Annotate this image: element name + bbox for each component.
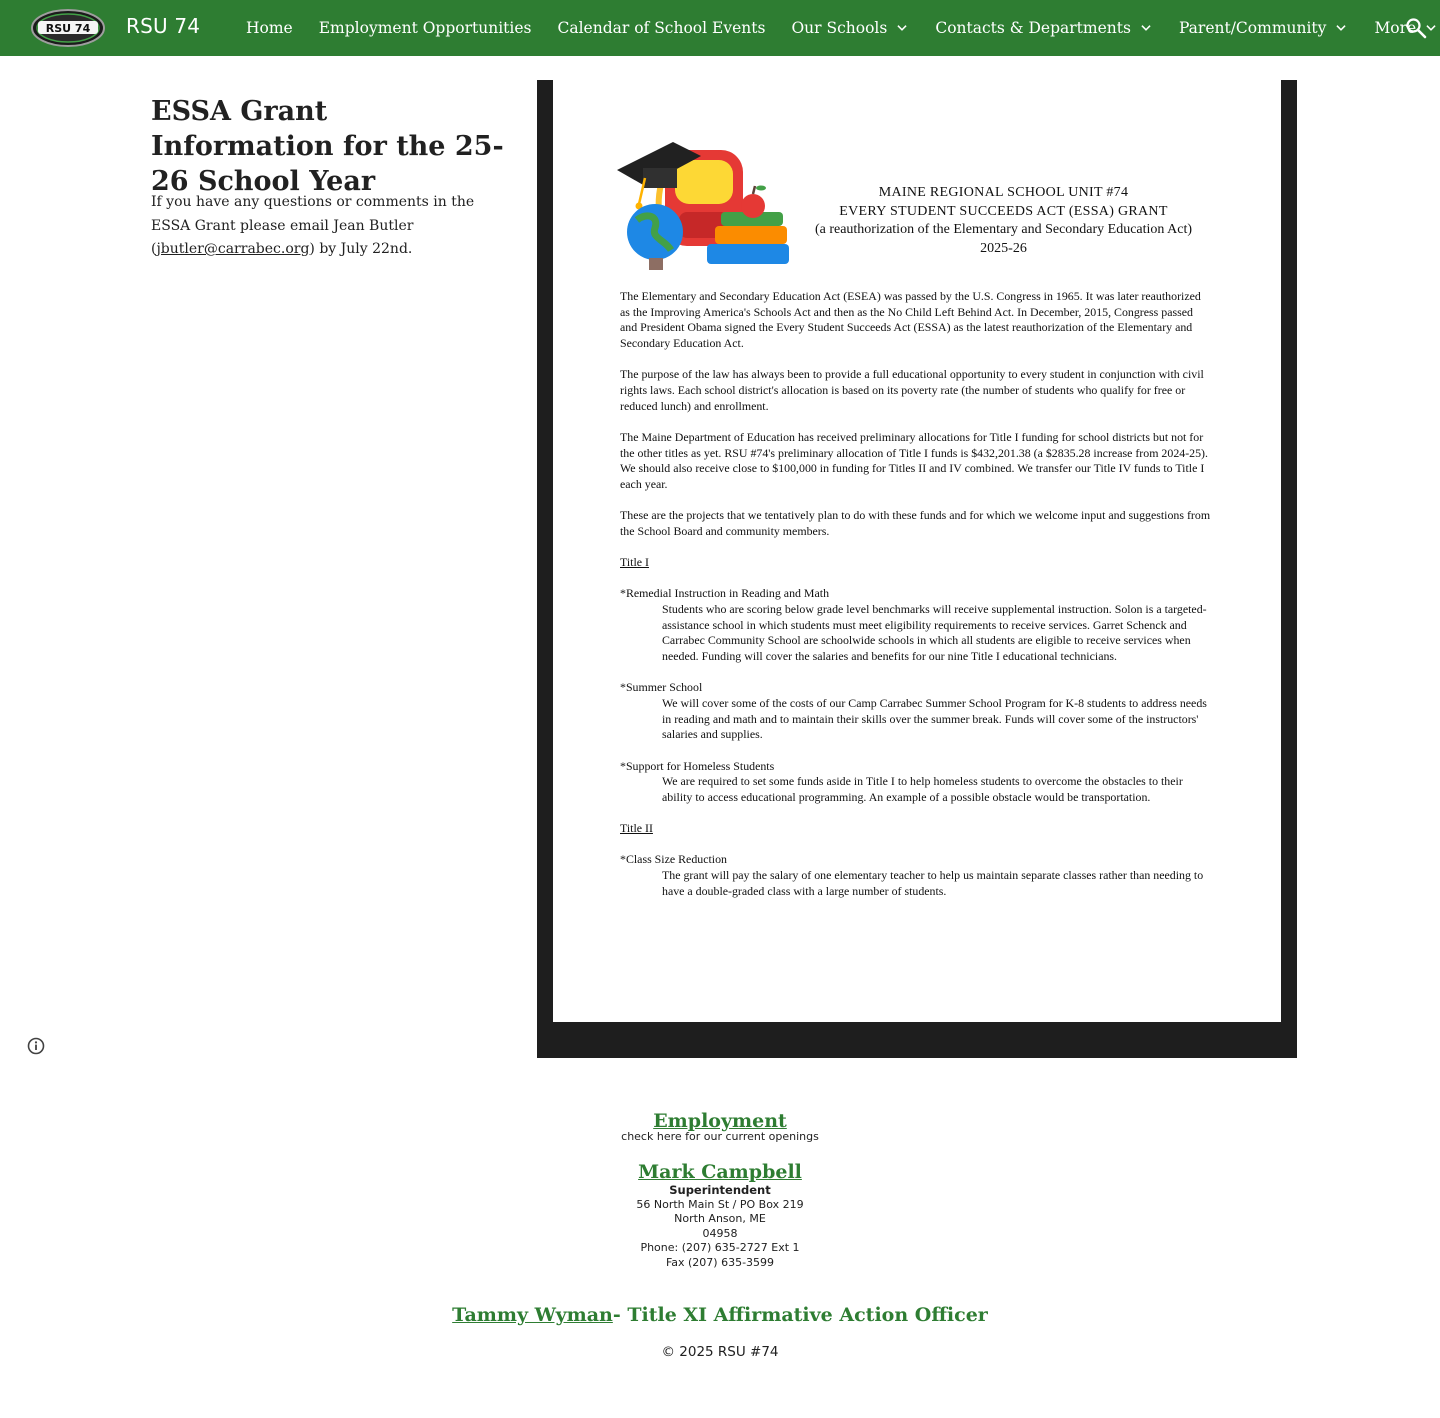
document-body xyxy=(620,289,1212,915)
doc-item-body: We are required to set some funds aside in Title I to help homeless students to overcome the obstacles to their ability to access educational programming. An example of a possible obstacle would be transportation. xyxy=(662,774,1183,805)
affirmative-action-officer xyxy=(0,1304,1440,1326)
doc-paragraph: The Elementary and Secondary Education Act (ESEA) was passed by the U.S. Congress in 1965. It was later reauthorized as the Improving America's Schools Act and then as the No Child Left Behind Act. In December, 2015, Congress passed and President Obama signed the Every Student Succeeds Act (ESSA) as the latest reauthorization of the Elementary and Secondary Education Act. xyxy=(620,289,1201,351)
nav-home[interactable] xyxy=(246,19,293,37)
address-line: North Anson, ME xyxy=(674,1212,766,1225)
school-supplies-illustration xyxy=(615,120,793,274)
doc-heading-line: 2025-26 xyxy=(980,240,1027,256)
doc-section-title: Title I xyxy=(620,555,649,570)
search-icon[interactable] xyxy=(1404,16,1428,40)
doc-item-title: *Summer School xyxy=(620,680,703,695)
nav-label: Contacts & Departments xyxy=(935,19,1131,37)
embedded-document-viewer[interactable] xyxy=(537,80,1297,1058)
doc-item-title: *Remedial Instruction in Reading and Math xyxy=(620,586,830,601)
page-title: ESSA Grant Information for the 25-26 School Year xyxy=(151,96,504,197)
top-app-bar xyxy=(0,0,1440,56)
nav-label: Calendar of School Events xyxy=(557,19,766,37)
site-footer xyxy=(0,1110,1440,1360)
nav-label: More xyxy=(1374,19,1417,37)
site-title[interactable]: RSU 74 xyxy=(126,14,201,38)
document-heading xyxy=(801,184,1206,258)
nav-label: Home xyxy=(246,19,293,37)
nav-label: Employment Opportunities xyxy=(318,19,532,37)
copyright: © 2025 RSU #74 xyxy=(661,1344,779,1360)
doc-item xyxy=(620,586,1212,665)
doc-heading-line: EVERY STUDENT SUCCEEDS ACT (ESSA) GRANT xyxy=(839,203,1168,219)
document-page xyxy=(553,80,1281,1022)
info-icon[interactable] xyxy=(26,1036,46,1056)
chevron-down-icon[interactable] xyxy=(1334,21,1348,35)
doc-item-title: *Support for Homeless Students xyxy=(620,758,775,773)
officer-role: - Title XI Affirmative Action Officer xyxy=(612,1304,988,1326)
doc-item-body: The grant will pay the salary of one elementary teacher to help us maintain separate classes rather than needing to have a double-graded class with a large number of students. xyxy=(662,868,1204,898)
doc-heading-line: (a reauthorization of the Elementary and Secondary Education Act) xyxy=(814,222,1193,237)
phone-number: Phone: (207) 635-2727 Ext 1 xyxy=(640,1241,800,1254)
logo-text: RSU 74 xyxy=(45,22,91,35)
nav-calendar-of-school-events[interactable] xyxy=(557,19,765,37)
fax-number: Fax (207) 635-3599 xyxy=(665,1255,775,1269)
chevron-down-icon[interactable] xyxy=(895,21,909,35)
employment-subtext: check here for our current openings xyxy=(621,1130,819,1143)
doc-heading-line: MAINE REGIONAL SCHOOL UNIT #74 xyxy=(878,185,1129,200)
doc-paragraph: These are the projects that we tentatively plan to do with these funds and for which we welcome input and suggestions from the School Board and community members. xyxy=(620,508,1211,538)
doc-section-title: Title II xyxy=(620,821,653,836)
superintendent-link[interactable]: Mark Campbell xyxy=(638,1160,802,1183)
employment-link[interactable]: Employment xyxy=(653,1110,787,1132)
nav-parent-community[interactable] xyxy=(1179,19,1349,37)
nav-label: Parent/Community xyxy=(1178,19,1327,37)
nav-employment-opportunities[interactable] xyxy=(319,19,532,37)
nav-contacts-departments[interactable] xyxy=(935,19,1153,37)
rsu74-logo[interactable] xyxy=(30,8,106,48)
officer-link[interactable]: Tammy Wyman xyxy=(452,1304,613,1326)
main-nav xyxy=(246,0,1440,56)
zip-code: 04958 xyxy=(702,1226,738,1240)
doc-paragraph: The purpose of the law has always been to provide a full educational opportunity to every student in conjunction with civil rights laws. Each school district's allocation is based on its poverty rate (the number of students who qualify for free or reduced lunch) and enrollment. xyxy=(620,367,1204,413)
email-link[interactable]: jbutler@carrabec.org xyxy=(156,241,310,257)
doc-item xyxy=(620,759,1212,806)
doc-paragraph: The Maine Department of Education has received preliminary allocations for Title I funding for school districts but not for the other titles as yet. RSU #74's preliminary allocation of Title I funds is $432,201.38 (a $2835.28 increase from 2024-25). We should also receive close to $100,000 in funding for Titles II and IV combined. We transfer our Title IV funds to Title I each year. xyxy=(620,429,1208,492)
intro-before: If you have any questions or comments in the ESSA Grant please email Jean Butler ( xyxy=(151,194,475,257)
chevron-down-icon[interactable] xyxy=(1139,21,1153,35)
doc-item xyxy=(620,852,1212,899)
intro-text xyxy=(151,191,511,262)
doc-item-body: We will cover some of the costs of our Camp Carrabec Summer School Program for K-8 students to address needs in reading and math and to maintain their skills over the summer break. Funds will cover some of the instructors' salaries and supplies. xyxy=(662,696,1207,742)
doc-item-body: Students who are scoring below grade level benchmarks will receive supplemental instruction. Solon is a targeted-assistance school in which students must meet eligibility requirements to receive services. Garret Schenck and Carrabec Community School are schoolwide schools in which all students are eligible to receive services when needed. Funding will cover the salaries and benefits for our nine Title I educational technicians. xyxy=(662,602,1207,664)
doc-item xyxy=(620,680,1212,743)
nav-label: Our Schools xyxy=(791,19,888,37)
doc-item-title: *Class Size Reduction xyxy=(620,852,728,867)
address-line: 56 North Main St / PO Box 219 xyxy=(636,1197,804,1211)
nav-our-schools[interactable] xyxy=(791,19,909,37)
intro-after: ) by July 22nd. xyxy=(309,241,413,257)
superintendent-role: Superintendent xyxy=(669,1182,771,1197)
